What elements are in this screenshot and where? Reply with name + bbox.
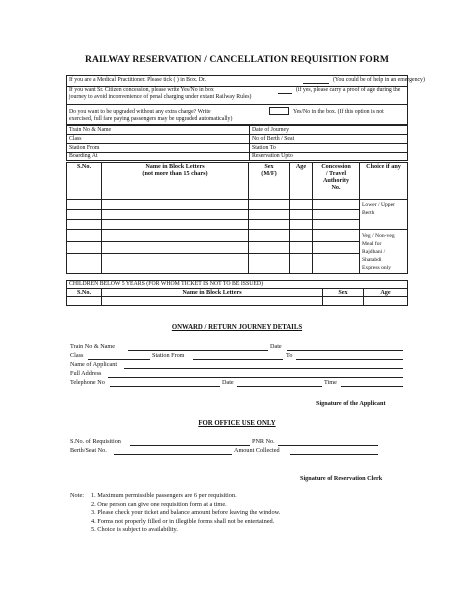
onward-date-label: Date: [270, 343, 282, 350]
children-banner: CHILDREN BELOW 5 YEARS (FOR WHOM TICKET IS NOT TO BE ISSUED): [67, 281, 408, 289]
berth-choice-line1: Lower / Upper: [362, 202, 395, 208]
meal-choice-line2: Meal for: [362, 241, 382, 247]
passenger-row-5-concession[interactable]: [313, 242, 360, 254]
onward-train-input[interactable]: [128, 350, 268, 351]
journey-table: [66, 125, 408, 161]
upto-cell[interactable]: Reservation Upto: [250, 153, 408, 161]
name-header-line2: (not more than 15 chars): [142, 170, 208, 177]
concession-line3: Authority: [322, 177, 350, 184]
concession-line4: No.: [331, 184, 341, 191]
passenger-row-2-sno[interactable]: [67, 210, 102, 220]
passenger-row-5-sex[interactable]: [249, 242, 290, 254]
clerk-signature-label: Signature of Reservation Clerk: [300, 475, 383, 482]
passenger-row-6-sno[interactable]: [67, 254, 102, 274]
passenger-row-2-concession[interactable]: [313, 210, 360, 220]
passenger-row-5-age[interactable]: [290, 242, 313, 254]
applicant-signature-label: Signature of the Applicant: [316, 400, 386, 407]
onward-train-label: Train No & Name: [70, 343, 115, 350]
class-cell[interactable]: Class: [67, 135, 250, 144]
intro-box: [66, 75, 425, 125]
berth-seat-input[interactable]: [114, 454, 232, 455]
passenger-row-1-sno[interactable]: [67, 200, 102, 210]
note-item: 3. Please check your ticket and balance amount before leaving the window.: [91, 509, 281, 517]
onward-class-label: Class: [70, 352, 84, 359]
child-name-header: Name in Block Letters: [102, 289, 323, 297]
time-label: Time: [324, 379, 337, 386]
office-heading: FOR OFFICE USE ONLY: [198, 420, 276, 427]
child-age-header: Age: [364, 289, 408, 297]
onward-from-input[interactable]: [193, 359, 283, 360]
amount-label: Amount Collected: [234, 447, 280, 454]
passenger-row-6-name[interactable]: [102, 254, 249, 274]
sex-header: [249, 163, 290, 200]
meal-choice-line3: Rajdhani /: [362, 249, 386, 255]
child-row-sex[interactable]: [323, 297, 364, 306]
onward-heading: ONWARD / RETURN JOURNEY DETAILS: [171, 324, 303, 331]
passenger-row-3-concession[interactable]: [313, 220, 360, 230]
upgrade-text-2: exercised, full fare paying passengers may be upgraded automatically): [69, 116, 233, 122]
berth-seat-label: Berth/Seat No.: [70, 447, 107, 454]
child-row-sno[interactable]: [67, 297, 102, 306]
pnr-label: PNR No.: [252, 438, 275, 445]
upgrade-box[interactable]: [269, 107, 289, 115]
age-header: [290, 163, 313, 200]
passenger-row-3-sex[interactable]: [249, 220, 290, 230]
from-cell[interactable]: Station From: [67, 144, 250, 153]
passenger-row-5-sno[interactable]: [67, 242, 102, 254]
pnr-input[interactable]: [278, 445, 378, 446]
citizen-text-1b: (if yes, please carry a proof of age during the: [296, 87, 401, 93]
passenger-row-1-age[interactable]: [290, 200, 313, 210]
passenger-row-6-age[interactable]: [290, 254, 313, 274]
address-label: Full Address: [70, 370, 102, 377]
sno-header-label: S.No.: [76, 163, 92, 170]
child-row-age[interactable]: [364, 297, 408, 306]
onward-date-input[interactable]: [287, 350, 403, 351]
onward-date2-label: Date: [222, 379, 234, 386]
telephone-label: Telephone No: [70, 379, 105, 386]
address-input[interactable]: [108, 377, 403, 378]
passenger-row-4-sex[interactable]: [249, 230, 290, 242]
meal-choice-cell[interactable]: [360, 230, 408, 274]
divider: [67, 104, 407, 105]
passenger-row-5-name[interactable]: [102, 242, 249, 254]
passenger-row-2-age[interactable]: [290, 210, 313, 220]
onward-date2-input[interactable]: [237, 386, 322, 387]
concession-line1: Concession: [321, 163, 351, 170]
passenger-row-4-age[interactable]: [290, 230, 313, 242]
medical-note: (You could be of help in an emergency): [333, 77, 425, 83]
upgrade-text-1: Do you want to be upgraded without any extra charge? Write: [69, 109, 211, 115]
citizen-blank[interactable]: [278, 93, 292, 94]
applicant-label: Name of Applicant: [70, 361, 118, 368]
passenger-row-3-age[interactable]: [290, 220, 313, 230]
note-item: 5. Choice is subject to availability.: [91, 526, 178, 534]
boarding-cell[interactable]: Boarding At: [67, 153, 250, 161]
name-header: [102, 163, 249, 200]
train-cell[interactable]: Train No & Name: [67, 126, 250, 135]
meal-choice-line5: Express only: [362, 265, 392, 271]
medical-blank[interactable]: [303, 83, 329, 84]
passenger-row-1-name[interactable]: [102, 200, 249, 210]
concession-header: [313, 163, 360, 200]
passenger-row-4-concession[interactable]: [313, 230, 360, 242]
choice-header: [360, 163, 408, 200]
note-item: 1. Maximum permissible passengers are 6 per requisition.: [91, 492, 237, 499]
onward-from-label: Station From: [152, 352, 185, 359]
sex-header-line2: (M/F): [261, 170, 277, 177]
amount-input[interactable]: [290, 454, 378, 455]
berths-cell[interactable]: No of Berth / Seat: [250, 135, 408, 144]
medical-text: If you are a Medical Practitioner. Please tick ( ) in Box. Dr.: [69, 77, 206, 83]
time-input[interactable]: [341, 386, 403, 387]
child-sex-header: Sex: [323, 289, 364, 297]
onward-to-input[interactable]: [296, 359, 403, 360]
form-title: RAILWAY RESERVATION / CANCELLATION REQUISITION FORM: [84, 54, 390, 65]
requisition-input[interactable]: [130, 445, 250, 446]
passenger-row-2-name[interactable]: [102, 210, 249, 220]
date-cell[interactable]: Date of Journey: [250, 126, 408, 135]
to-cell[interactable]: Station To: [250, 144, 408, 153]
onward-class-input[interactable]: [88, 359, 150, 360]
sex-header-line1: Sex: [264, 163, 274, 170]
note-item: 4. Forms not properly filled or in illegible forms shall not be entertained.: [91, 517, 275, 525]
note-item: 2. One person can give one requisition form at a time.: [91, 500, 227, 508]
choice-header-label: Choice if any: [366, 163, 401, 170]
passenger-row-1-sex[interactable]: [249, 200, 290, 210]
passenger-row-2-sex[interactable]: [249, 210, 290, 220]
citizen-text-2: journey to avoid inconvenience of penal charging under extant Railway Rules): [69, 94, 252, 100]
passenger-row-3-sno[interactable]: [67, 220, 102, 230]
child-sno-header: S.No.: [67, 289, 102, 297]
telephone-input[interactable]: [110, 386, 220, 387]
note-label: Note:: [70, 492, 84, 499]
concession-line2: / Travel: [325, 170, 347, 177]
age-header-label: Age: [295, 163, 307, 170]
children-table: [66, 280, 408, 306]
child-row-name[interactable]: [102, 297, 323, 306]
berth-choice-cell[interactable]: [360, 200, 408, 230]
passenger-row-4-sno[interactable]: [67, 230, 102, 242]
passenger-row-1-concession[interactable]: [313, 200, 360, 210]
notes-list: [91, 492, 280, 535]
sno-header: [67, 163, 102, 200]
meal-choice-line1: Veg / Non-veg: [362, 233, 395, 239]
passenger-row-6-sex[interactable]: [249, 254, 290, 274]
citizen-text-1: If you want Sr. Citizen concession, please write Yes/No in box: [69, 87, 214, 93]
passenger-row-6-concession[interactable]: [313, 254, 360, 274]
applicant-input[interactable]: [124, 368, 403, 369]
onward-to-label: To: [286, 352, 293, 359]
requisition-label: S.No. of Requisition: [70, 438, 121, 445]
passenger-row-4-name[interactable]: [102, 230, 249, 242]
name-header-line1: Name in Block Letters: [145, 163, 205, 170]
passenger-row-3-name[interactable]: [102, 220, 249, 230]
upgrade-text-1b: Yes/No in the box. (If this option is not: [293, 109, 384, 115]
meal-choice-line4: Shatabdi: [362, 257, 382, 263]
berth-choice-line2: Berth: [362, 210, 375, 216]
passenger-table: [66, 162, 408, 274]
